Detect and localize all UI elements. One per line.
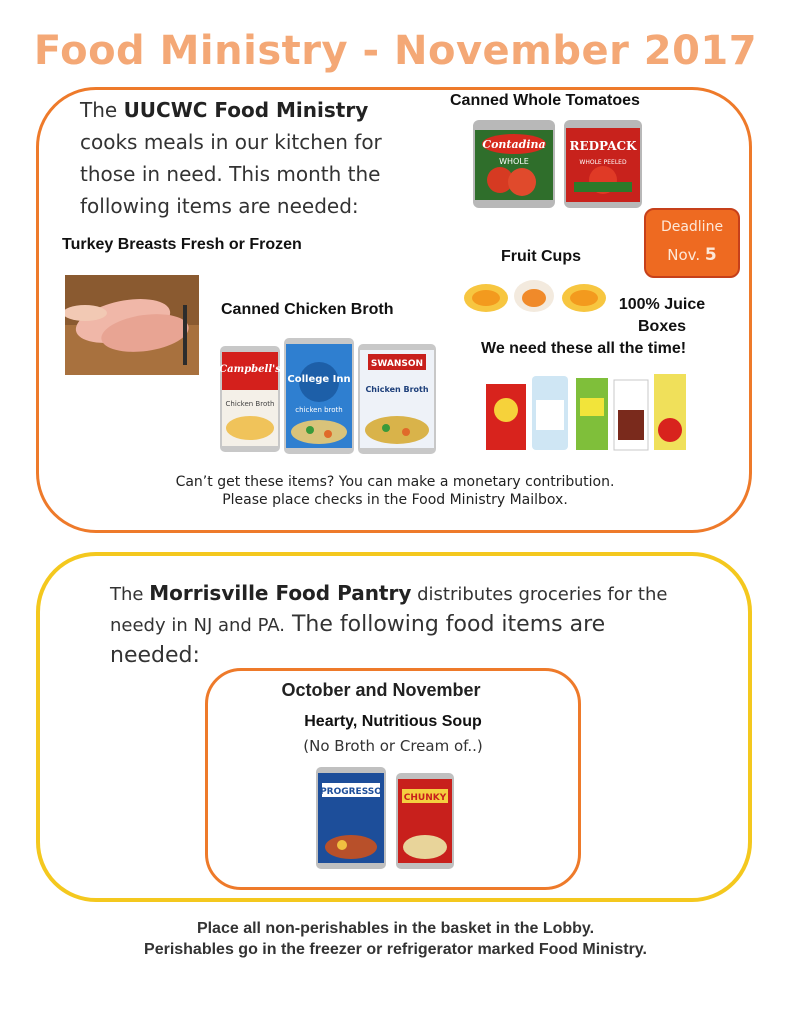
juice-boxes-image [484, 370, 688, 454]
pantry-item: Hearty, Nutritious Soup [304, 713, 482, 730]
tomatoes-label: Canned Whole Tomatoes [450, 92, 640, 109]
campbells-brand-text: Campbell's [219, 364, 281, 375]
pantry-name: Morrisville Food Pantry [149, 581, 412, 605]
turkey-label: Turkey Breasts Fresh or Frozen [62, 236, 302, 253]
deadline-month: Nov. [667, 246, 701, 264]
progresso-brand-text: PROGRESSO [320, 787, 382, 797]
note-line1: Can’t get these items? You can make a monetary contribution. [175, 474, 615, 490]
note-line2: Please place checks in the Food Ministry Mailbox. [222, 492, 568, 508]
footer-line2: Perishables go in the freezer or refrigerator marked Food Ministry. [144, 941, 647, 958]
swanson-brand-text: SWANSON [370, 359, 424, 369]
college-inn-brand-text: College Inn [287, 374, 351, 385]
intro-prefix: The [80, 98, 124, 122]
chunky-brand-text: CHUNKY [403, 793, 447, 803]
pantry-needed: The following food items are needed: [110, 612, 606, 668]
deadline-label: Deadline [660, 219, 724, 235]
soup-cans-image [314, 765, 456, 871]
juice-label-line2: Boxes [637, 318, 687, 335]
college-inn-can [284, 338, 354, 454]
college-inn-sub-text: chicken broth [295, 406, 343, 414]
footer-instructions [0, 918, 791, 960]
tomato-cans-image [470, 116, 645, 212]
redpack-can [564, 120, 642, 208]
pantry-period: October and November [281, 680, 481, 700]
broth-label: Canned Chicken Broth [221, 301, 394, 318]
contadina-brand-text: Contadina [482, 138, 546, 151]
deadline-badge [644, 208, 740, 278]
campbells-can [219, 346, 281, 452]
pantry-item-note: (No Broth or Cream of..) [303, 737, 483, 755]
juice-label-line1: 100% Juice [618, 296, 706, 313]
redpack-brand-text: REDPACK [569, 139, 637, 153]
contadina-can [473, 120, 555, 208]
ministry-intro [80, 94, 410, 222]
campbells-sub-text: Chicken Broth [225, 400, 275, 408]
swanson-sub-text: Chicken Broth [365, 385, 429, 394]
footer-line1: Place all non-perishables in the basket in the Lobby. [196, 920, 595, 937]
broth-cans-image [218, 336, 440, 456]
contadina-sub-text: WHOLE [499, 157, 529, 166]
turkey-breast-image [65, 275, 199, 375]
progresso-can [316, 767, 386, 869]
fruit-cups-label: Fruit Cups [501, 248, 581, 265]
chunky-can [396, 773, 454, 869]
page-title: Food Ministry - November 2017 [33, 28, 758, 74]
swanson-can [358, 344, 436, 454]
pantry-intro [110, 578, 700, 672]
always-needed-label: We need these all the time! [481, 340, 687, 357]
deadline-day: 5 [704, 245, 717, 265]
redpack-sub-text: WHOLE PEELED [579, 159, 627, 166]
pantry-rest: distributes groceries for the needy in NJ and PA. [110, 584, 668, 636]
pantry-prefix: The [110, 584, 150, 605]
ministry-name: UUCWC Food Ministry [123, 98, 369, 122]
juice-boxes-label [612, 294, 712, 338]
contribution-note [80, 474, 710, 508]
fruit-cups-image [462, 276, 608, 318]
intro-text: cooks meals in our kitchen for those in need. This month the following items are needed: [80, 130, 382, 218]
